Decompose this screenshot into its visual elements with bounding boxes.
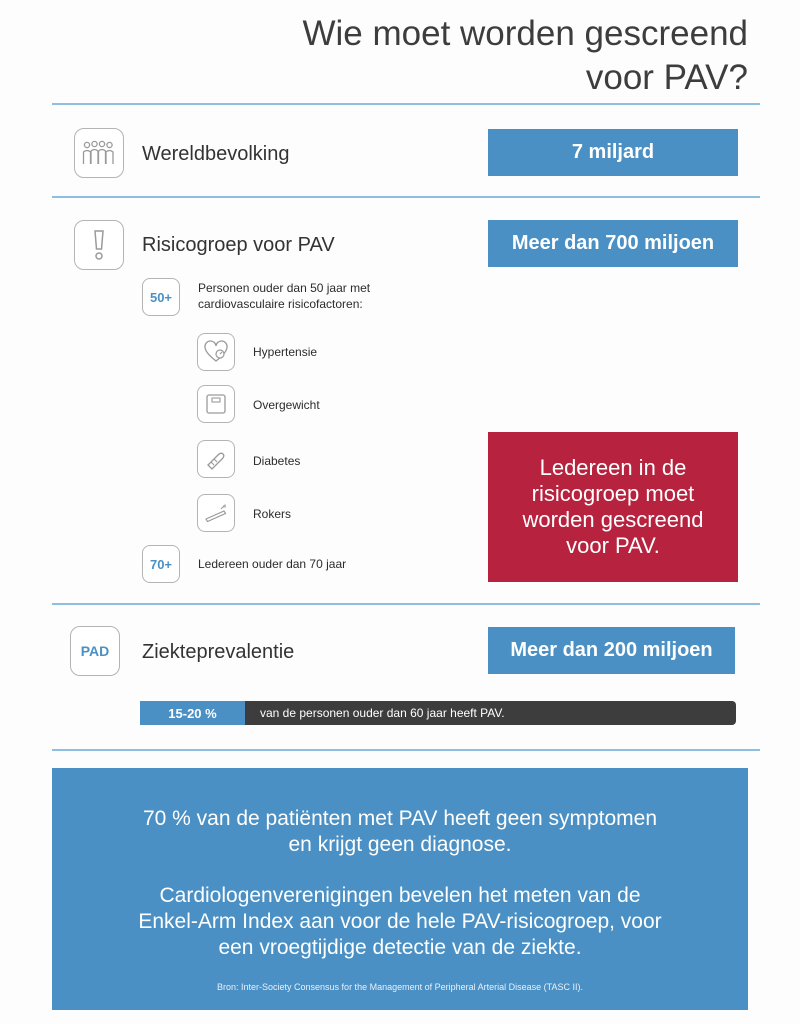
population-icon (74, 128, 124, 178)
age-70-badge (142, 545, 180, 583)
cigarette-icon (197, 494, 235, 532)
heart-gauge-icon (197, 333, 235, 371)
prevalence-bar-text: van de personen ouder dan 60 jaar heeft PAV. (260, 706, 505, 720)
panel-paragraph-2 (72, 883, 728, 961)
page-title (188, 12, 748, 100)
title-line-1: Wie moet worden gescreend (302, 14, 748, 53)
info-panel (52, 768, 748, 1010)
prevalence-value: Meer dan 200 miljoen (488, 627, 735, 674)
panel-p2-line-1: Cardiologenverenigingen bevelen het meten van de (159, 884, 641, 907)
callout-line-2: risicogroep moet (531, 481, 695, 506)
divider (52, 603, 760, 605)
divider (52, 196, 760, 198)
factor-smokers: Rokers (253, 507, 292, 521)
risk-group-label: Risicogroep voor PAV (142, 234, 335, 256)
panel-p2-line-2: Enkel-Arm Index aan voor de hele PAV-risicogroep, voor (138, 910, 662, 933)
prevalence-label: Ziekteprevalentie (142, 641, 295, 663)
age-70-description: Ledereen ouder dan 70 jaar (198, 557, 347, 571)
divider (52, 103, 760, 105)
pad-icon (70, 626, 120, 676)
panel-paragraph-1 (72, 806, 728, 858)
callout-line-4: voor PAV. (566, 533, 660, 558)
glucose-meter-icon (197, 440, 235, 478)
prevalence-percent: 15-20 % (140, 701, 245, 725)
panel-p1-line-2: en krijgt geen diagnose. (288, 833, 512, 856)
age-70-text: 70+ (149, 556, 173, 572)
title-line-2: voor PAV? (585, 58, 748, 97)
panel-p1-line-1: 70 % van de patiënten met PAV heeft geen symptomen (142, 807, 658, 830)
warning-icon (74, 220, 124, 270)
age-50-description (198, 280, 370, 312)
callout-line-3: worden gescreend (522, 507, 704, 532)
factor-overweight: Overgewicht (253, 398, 320, 412)
age-50-badge (142, 278, 180, 316)
factor-hypertension: Hypertensie (253, 345, 318, 359)
source-citation: Bron: Inter-Society Consensus for the Management of Peripheral Arterial Disease (TASC II). (217, 982, 583, 992)
age-50-line-2: cardiovasculaire risicofactoren: (198, 297, 363, 311)
age-50-line-1: Personen ouder dan 50 jaar met (198, 281, 371, 295)
callout-line-1: Ledereen in de (539, 455, 687, 480)
panel-p2-line-3: een vroegtijdige detectie van de ziekte. (218, 936, 582, 959)
factor-diabetes: Diabetes (253, 454, 301, 468)
world-population-label: Wereldbevolking (142, 143, 290, 165)
screening-callout (488, 432, 738, 582)
risk-group-value: Meer dan 700 miljoen (488, 220, 738, 267)
divider (52, 749, 760, 751)
world-population-value: 7 miljard (488, 129, 738, 176)
age-50-text: 50+ (149, 289, 173, 305)
pad-icon-text: PAD (80, 643, 110, 659)
scale-icon (197, 385, 235, 423)
